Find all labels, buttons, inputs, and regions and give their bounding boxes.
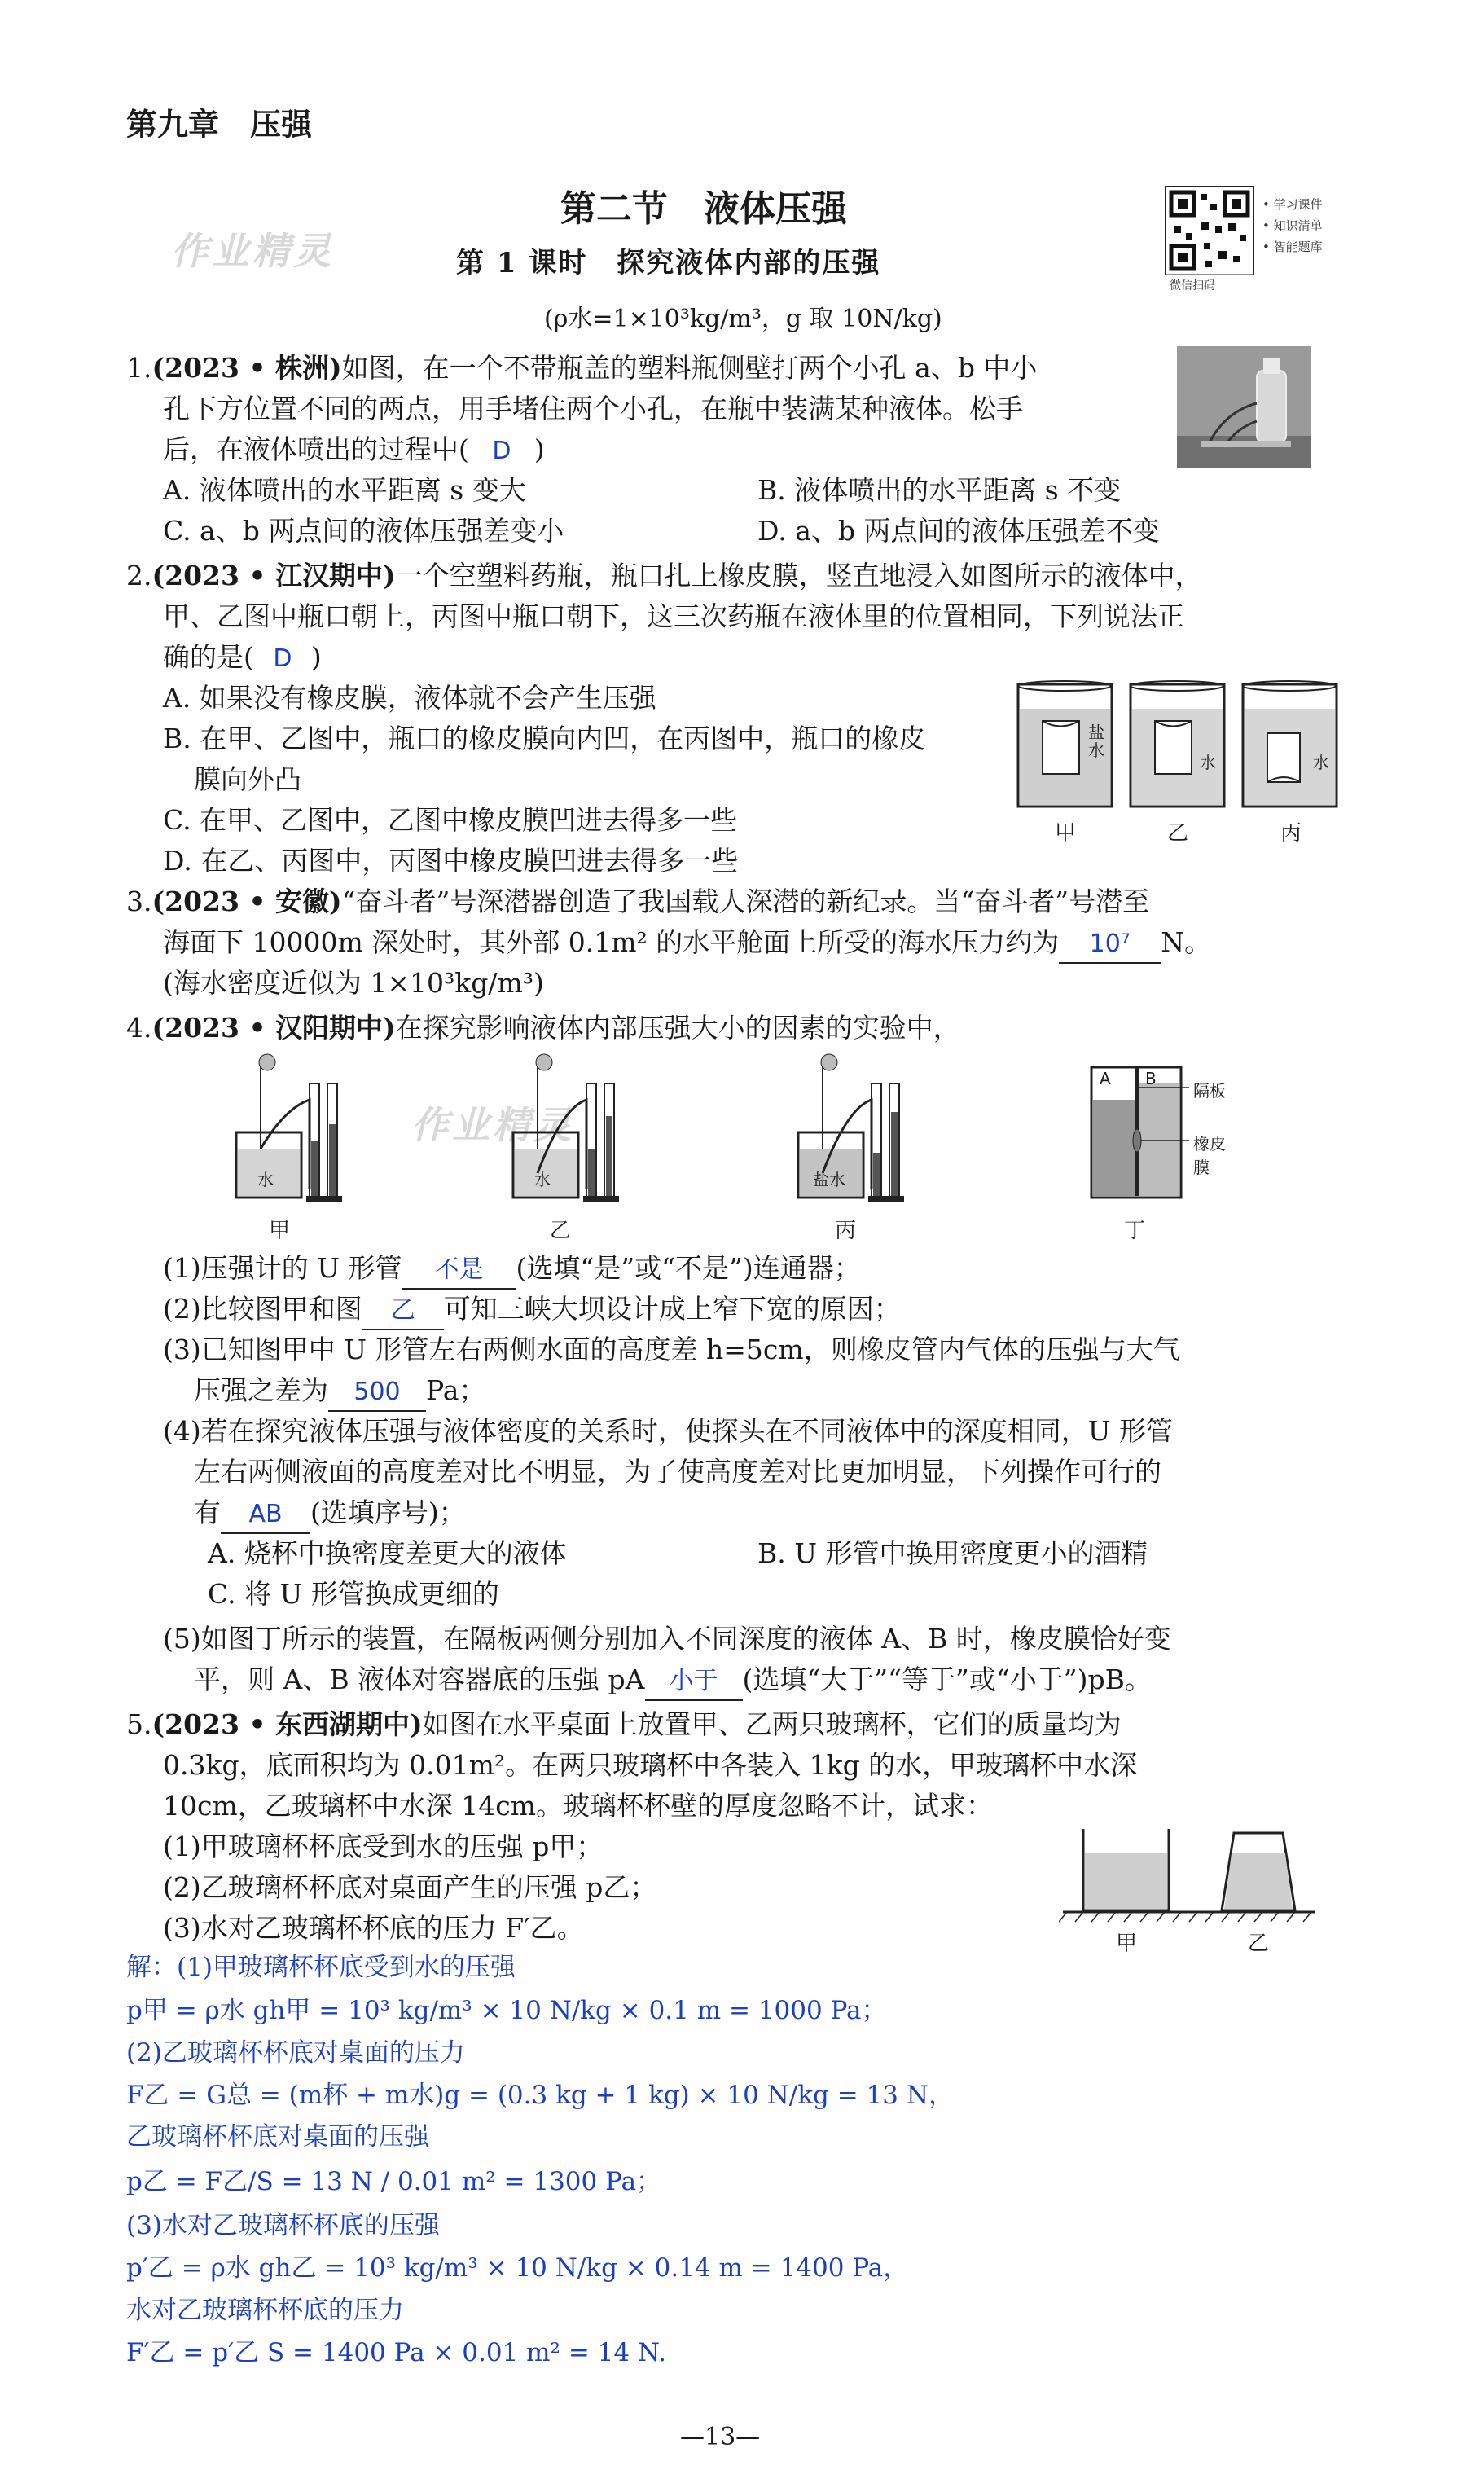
- q2-answer: D: [273, 644, 292, 673]
- q2-option-c: C. 在甲、乙图中，乙图中橡皮膜凹进去得多一些: [163, 804, 738, 836]
- solution-line-5: 乙玻璃杯杯底对桌面的压强: [126, 2122, 429, 2152]
- solution-line-10: F′乙 = p′乙 S = 1400 Pa × 0.01 m² = 14 N.: [126, 2338, 666, 2367]
- partition-label: 隔板: [1193, 1081, 1226, 1101]
- q2-option-b-cont: 膜向外凸: [194, 763, 301, 795]
- q2-line-2: 甲、乙图中瓶口朝上，丙图中瓶口朝下，这三次药瓶在液体里的位置相同，下列说法正: [163, 600, 1184, 632]
- q2-fig-label-yi: 乙: [1167, 821, 1189, 846]
- solution-line-7: (3)水对乙玻璃杯杯底的压强: [126, 2211, 440, 2240]
- q4-part-3-line-2: 压强之差为 500 Pa；: [194, 1373, 485, 1412]
- solution-line-8: p′乙 = ρ水 gh乙 = 10³ kg/m³ × 10 N/kg × 0.14 m = 1400 Pa，: [126, 2253, 909, 2283]
- q1-option-d: D. a、b 两点间的液体压强差不变: [757, 515, 1160, 547]
- q5-part-3: (3)水对乙玻璃杯杯底的压力 F′乙。: [163, 1912, 584, 1944]
- q4-answer-5: 小于: [645, 1664, 743, 1701]
- glass-yi: [1222, 1833, 1295, 1910]
- solution-line-4: F乙 = G总 = (m杯 + m水)g = (0.3 kg + 1 kg) × 10 N/kg = 13 N，: [126, 2081, 954, 2110]
- q1-line-3: 后，在液体喷出的过程中( D ): [163, 432, 545, 469]
- q3-answer: 10⁷: [1059, 926, 1161, 964]
- chapter-heading: 第九章 压强: [126, 107, 313, 143]
- q4-answer-2: 乙: [362, 1293, 444, 1330]
- q1-line-1: 1.(2023 • 株洲)如图，在一个不带瓶盖的塑料瓶侧壁打两个小孔 a、b 中小: [126, 352, 1038, 384]
- solution-line-9: 水对乙玻璃杯杯底的压力: [126, 2296, 404, 2325]
- q5-line-1: 5.(2023 • 东西湖期中)如图在水平桌面上放置甲、乙两只玻璃杯，它们的质量均为: [126, 1708, 1122, 1740]
- q4-fig-label-yi: 乙: [550, 1219, 572, 1243]
- solution-line-3: (2)乙玻璃杯杯底对桌面的压力: [126, 2038, 465, 2068]
- qr-feature-2: • 知识清单: [1262, 218, 1323, 233]
- watermark: 作业精灵: [411, 1103, 574, 1147]
- q2-liquid-label-yi: 水: [1200, 753, 1216, 772]
- q5-line-3: 10cm，乙玻璃杯中水深 14cm。玻璃杯杯壁的厚度忽略不计，试求：: [163, 1790, 994, 1822]
- q4-answer-3: 500: [328, 1374, 426, 1412]
- qr-feature-3: • 智能题库: [1262, 240, 1323, 254]
- q4-part-5-line-2: 平，则 A、B 液体对容器底的压强 pA 小于 (选填“大于”“等于”或“小于”)pB。: [194, 1662, 1152, 1701]
- q5-line-2: 0.3kg，底面积均为 0.01m²。在两只玻璃杯中各装入 1kg 的水，甲玻璃杯中水深: [163, 1749, 1138, 1781]
- apparatus-jia: [236, 1054, 342, 1202]
- bottle-photo: [1177, 346, 1311, 468]
- beaker-bing: [1243, 681, 1337, 807]
- apparatus-yi: [513, 1054, 619, 1202]
- q4-part-1: (1)压强计的 U 形管 不是 (选填“是”或“不是”)连通器；: [163, 1250, 861, 1290]
- q4-option-a: A. 烧杯中换密度差更大的液体: [208, 1537, 567, 1569]
- qr-caption: 微信扫码: [1170, 279, 1215, 292]
- q4-part-5-line-1: (5)如图丁所示的装置，在隔板两侧分别加入不同深度的液体 A、B 时，橡皮膜恰好变: [163, 1623, 1171, 1655]
- qr-feature-1: • 学习课件: [1262, 197, 1323, 212]
- q2-line-3: 确的是( D ): [163, 640, 322, 677]
- q5-figure: [1059, 1821, 1319, 1959]
- beaker-label-yi: 水: [534, 1170, 551, 1189]
- q2-option-a: A. 如果没有橡皮膜，液体就不会产生压强: [163, 682, 656, 714]
- q2-option-d: D. 在乙、丙图中，丙图中橡皮膜凹进去得多一些: [163, 845, 739, 877]
- q5-fig-label-jia: 甲: [1116, 1932, 1138, 1956]
- q5-fig-label-yi: 乙: [1248, 1932, 1270, 1956]
- q1-option-a: A. 液体喷出的水平距离 s 变大: [163, 474, 526, 506]
- q4-part-4-line-2: 左右两侧液面的高度差对比不明显，为了使高度差对比更加明显，下列操作可行的: [194, 1456, 1161, 1488]
- solution-line-1: 解：(1)甲玻璃杯杯底受到水的压强: [126, 1953, 516, 1982]
- q2-fig-label-bing: 丙: [1280, 821, 1302, 846]
- beaker-label-jia: 水: [257, 1170, 274, 1189]
- constants: (ρ水=1×10³kg/m³，g 取 10N/kg): [544, 305, 942, 333]
- q4-fig-label-jia: 甲: [269, 1219, 291, 1243]
- q3-line-1: 3.(2023 • 安徽)“奋斗者”号深潜器创造了我国载人深潜的新纪录。当“奋斗者”号潜至: [126, 886, 1150, 917]
- q1-option-c: C. a、b 两点间的液体压强差变小: [163, 515, 564, 547]
- q1-line-2: 孔下方位置不同的两点，用手堵住两个小孔，在瓶中装满某种液体。松手: [163, 393, 1023, 424]
- solution-line-2: p甲 = ρ水 gh甲 = 10³ kg/m³ × 10 N/kg × 0.1 m = 1000 Pa；: [126, 1996, 887, 2025]
- q1-option-b: B. 液体喷出的水平距离 s 不变: [757, 474, 1122, 506]
- q4-figure: [228, 1051, 1238, 1243]
- q2-liquid-label-bing: 水: [1313, 753, 1329, 772]
- q3-line-2: 海面下 10000m 深处时，其外部 0.1m² 的水平舱面上所受的海水压力约为 10⁷ N。: [163, 925, 1211, 964]
- section-title: 第二节 液体压强: [560, 188, 847, 230]
- q4-part-3-line-1: (3)已知图甲中 U 形管左右两侧水面的高度差 h=5cm，则橡皮管内气体的压强与大气: [163, 1334, 1180, 1365]
- q4-line-1: 4.(2023 • 汉阳期中)在探究影响液体内部压强大小的因素的实验中，: [126, 1012, 960, 1044]
- q4-answer-4: AB: [221, 1497, 310, 1534]
- q2-option-b: B. 在甲、乙图中，瓶口的橡皮膜向内凹，在丙图中，瓶口的橡皮: [163, 723, 926, 754]
- solution-line-6: p乙 = F乙/S = 13 N / 0.01 m² = 1300 Pa；: [126, 2167, 662, 2196]
- liquid-b-label: B: [1145, 1069, 1157, 1088]
- beaker-yi: [1131, 681, 1224, 807]
- q4-fig-label-ding: 丁: [1124, 1219, 1146, 1243]
- membrane-label: 橡皮膜: [1193, 1134, 1226, 1177]
- q4-option-b: B. U 形管中换用密度更小的酒精: [757, 1537, 1148, 1569]
- q2-line-1: 2.(2023 • 江汉期中)一个空塑料药瓶，瓶口扎上橡皮膜，竖直地浸入如图所示的液体中，: [126, 560, 1202, 591]
- lesson-title: 第 1 课时 探究液体内部的压强: [456, 247, 881, 279]
- q2-figure: [1010, 676, 1344, 847]
- q1-answer: D: [492, 437, 511, 465]
- qr-code-icon[interactable]: [1165, 186, 1254, 275]
- q4-part-4-line-3: 有 AB (选填序号)；: [194, 1495, 466, 1534]
- q4-option-c: C. 将 U 形管换成更细的: [208, 1578, 499, 1610]
- watermark: 作业精灵: [171, 229, 334, 273]
- q4-fig-label-bing: 丙: [835, 1219, 857, 1243]
- glass-jia: [1083, 1829, 1169, 1910]
- q4-part-4-line-1: (4)若在探究液体压强与液体密度的关系时，使探头在不同液体中的深度相同，U 形管: [163, 1415, 1174, 1447]
- q4-part-2: (2)比较图甲和图 乙 可知三峡大坝设计成上窄下宽的原因；: [163, 1291, 901, 1330]
- q5-part-1: (1)甲玻璃杯杯底受到水的压强 p甲；: [163, 1831, 604, 1862]
- q4-answer-1: 不是: [402, 1252, 516, 1290]
- liquid-a-label: A: [1100, 1069, 1111, 1088]
- page-number: —13—: [680, 2423, 761, 2451]
- q2-fig-label-jia: 甲: [1055, 821, 1077, 846]
- beaker-label-bing: 盐水: [813, 1170, 845, 1189]
- q5-part-2: (2)乙玻璃杯杯底对桌面产生的压强 p乙；: [163, 1871, 657, 1903]
- q2-liquid-label-jia: 盐水: [1088, 723, 1104, 760]
- q3-line-3: (海水密度近似为 1×10³kg/m³): [163, 967, 544, 999]
